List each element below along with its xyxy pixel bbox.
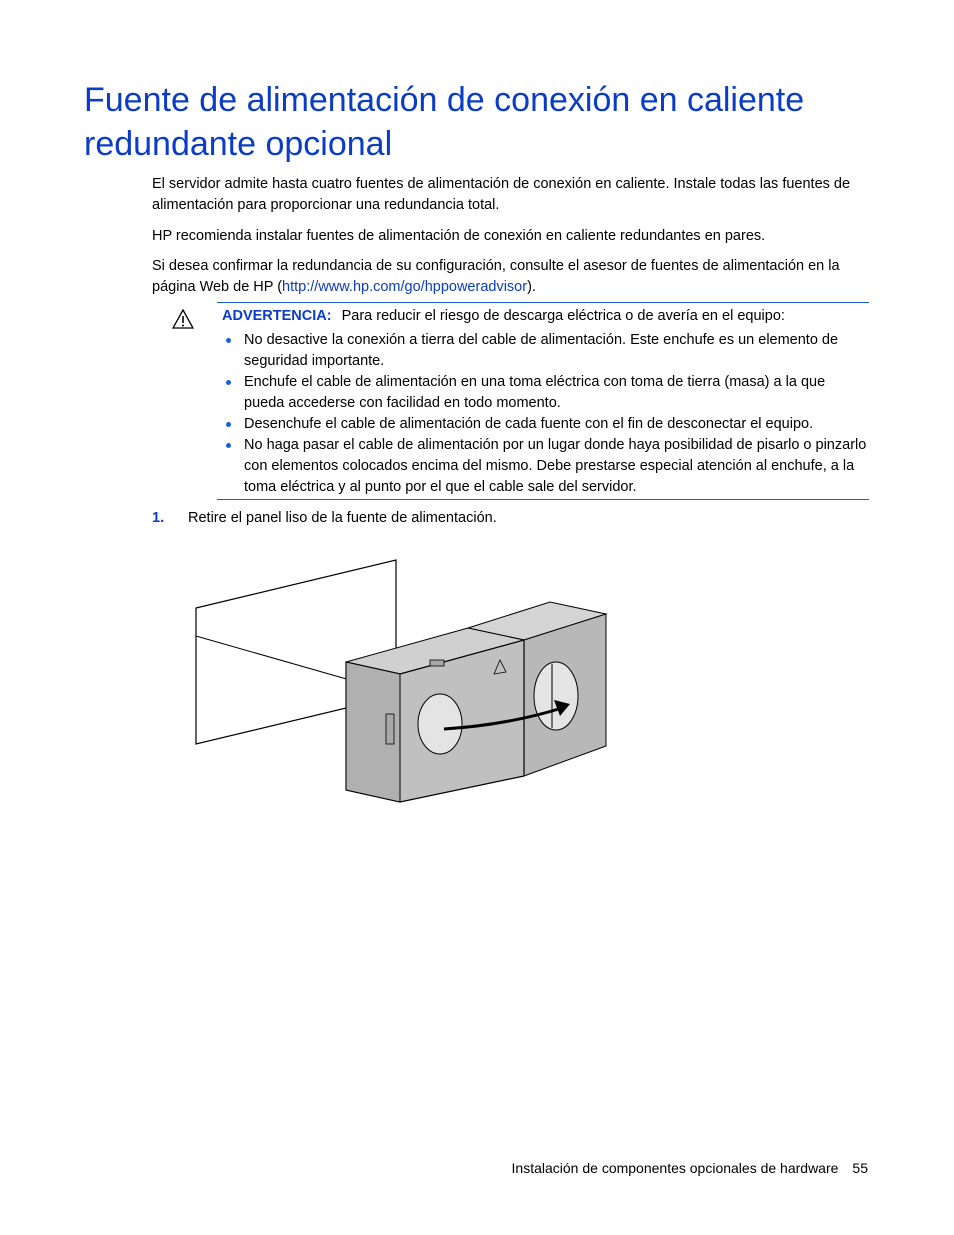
page-title: Fuente de alimentación de conexión en caliente redundante opcional <box>84 81 805 163</box>
power-advisor-link[interactable]: http://www.hp.com/go/hppoweradvisor <box>282 279 528 295</box>
warning-text: Para reducir el riesgo de descarga eléctrica o de avería en el equipo: <box>341 308 785 324</box>
warning-item: Enchufe el cable de alimentación en una toma eléctrica con toma de tierra (masa) a la que pueda accederse con facilidad en todo momento. <box>222 372 868 414</box>
warning-label: ADVERTENCIA: <box>222 308 332 324</box>
advisor-text-before: Si desea confirmar la redundancia de su configuración, consulte el asesor de fuentes de alimentación en la página Web de HP ( <box>152 258 840 295</box>
advisor-paragraph <box>152 256 868 298</box>
intro-paragraph: El servidor admite hasta cuatro fuentes de alimentación de conexión en caliente. Instale todas las fuentes de alimentación para proporcionar una redundancia total. <box>152 176 851 213</box>
recommendation-paragraph: HP recomienda instalar fuentes de alimentación de conexión en caliente redundantes en pares. <box>152 228 766 244</box>
step-number: 1. <box>152 510 165 526</box>
warning-item: No desactive la conexión a tierra del cable de alimentación. Este enchufe es un elemento de seguridad importante. <box>222 330 868 372</box>
step-1 <box>152 508 497 529</box>
power-supply-blank-illustration <box>190 556 620 806</box>
page-number: 55 <box>852 1160 868 1176</box>
step-text: Retire el panel liso de la fuente de alimentación. <box>188 510 497 526</box>
warning-item: No haga pasar el cable de alimentación por un lugar donde haya posibilidad de pisarlo o pinzarlo con elementos colocados encima del mismo. Debe prestarse especial atención al enchufe, a la toma eléctrica y al punto por el que el cable sale del servidor. <box>222 435 868 498</box>
warning-item: Desenchufe el cable de alimentación de cada fuente con el fin de desconectar el equipo. <box>222 414 868 435</box>
warning-list <box>222 330 868 498</box>
warning-heading <box>222 306 785 327</box>
advisor-text-after: ). <box>527 279 536 295</box>
warning-triangle-icon <box>172 308 194 330</box>
footer-section: Instalación de componentes opcionales de hardware <box>511 1160 839 1176</box>
page-footer <box>512 1158 868 1178</box>
